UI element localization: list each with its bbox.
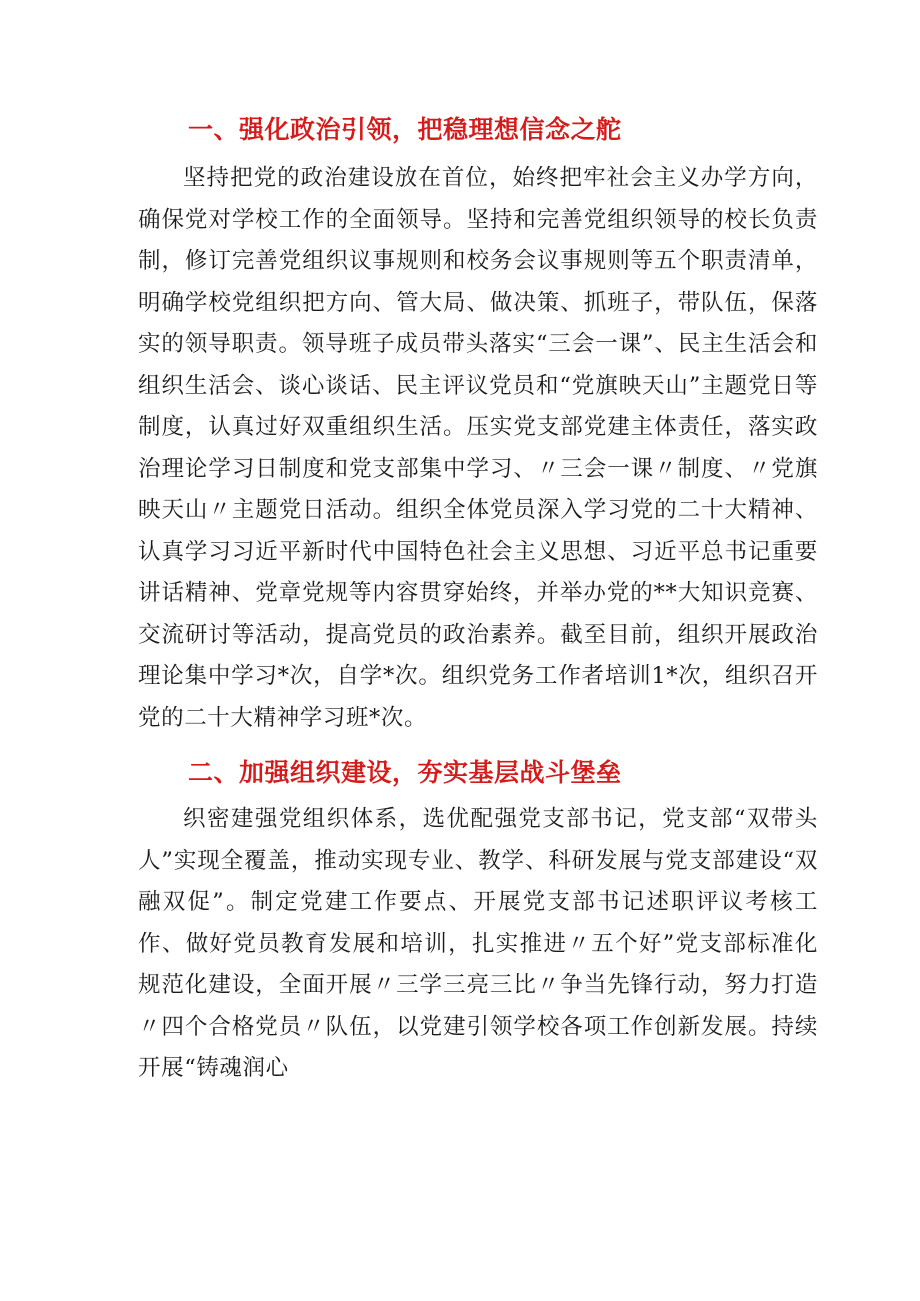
section-paragraph-1: 坚持把党的政治建设放在首位，始终把牢社会主义办学方向，确保党对学校工作的全面领导。坚持和完善党组织领导的校长负责制，修订完善党组织议事规则和校务会议事规则等五个职责清单，明确学校党组织把方向、管大局、做决策、抓班子，带队伍，保落实的领导职责。领导班子成员带头落实“三会一课”、民主生活会和组织生活会、谈心谈话、民主评议党员和“党旗映天山”主题党日等制度，认真过好双重组织生活。压实党支部党建主体责任，落实政治理论学习日制度和党支部集中学习、〃三会一课〃制度、〃党旗映天山〃主题党日活动。组织全体党员深入学习党的二十大精神、认真学习习近平新时代中国特色社会主义思想、习近平总书记重要讲话精神、党章党规等内容贯穿始终，并举办党的**大知识竞赛、交流研讨等活动，提高党员的政治素养。截至目前，组织开展政治理论集中学习*次，自学*次。组织党务工作者培训1*次，组织召开党的二十大精神学习班*次。: [138, 165, 818, 731]
section-heading-2: 二、加强组织建设，夯实基层战斗堡垒: [188, 758, 622, 787]
section-heading-1: 一、强化政治引领，把稳理想信念之舵: [188, 115, 622, 144]
document-body: [138, 108, 818, 1090]
section-paragraph-2: 织密建强党组织体系，选优配强党支部书记，党支部“双带头人”实现全覆盖，推动实现专业、教学、科研发展与党支部建设“双融双促”。制定党建工作要点、开展党支部书记述职评议考核工作、做好党员教育发展和培训，扎实推进〃五个好”党支部标准化规范化建设，全面开展〃三学三亮三比〃争当先锋行动，努力打造〃四个合格党员〃队伍，以党建引领学校各项工作创新发展。持续开展“铸魂润心: [138, 806, 818, 1081]
